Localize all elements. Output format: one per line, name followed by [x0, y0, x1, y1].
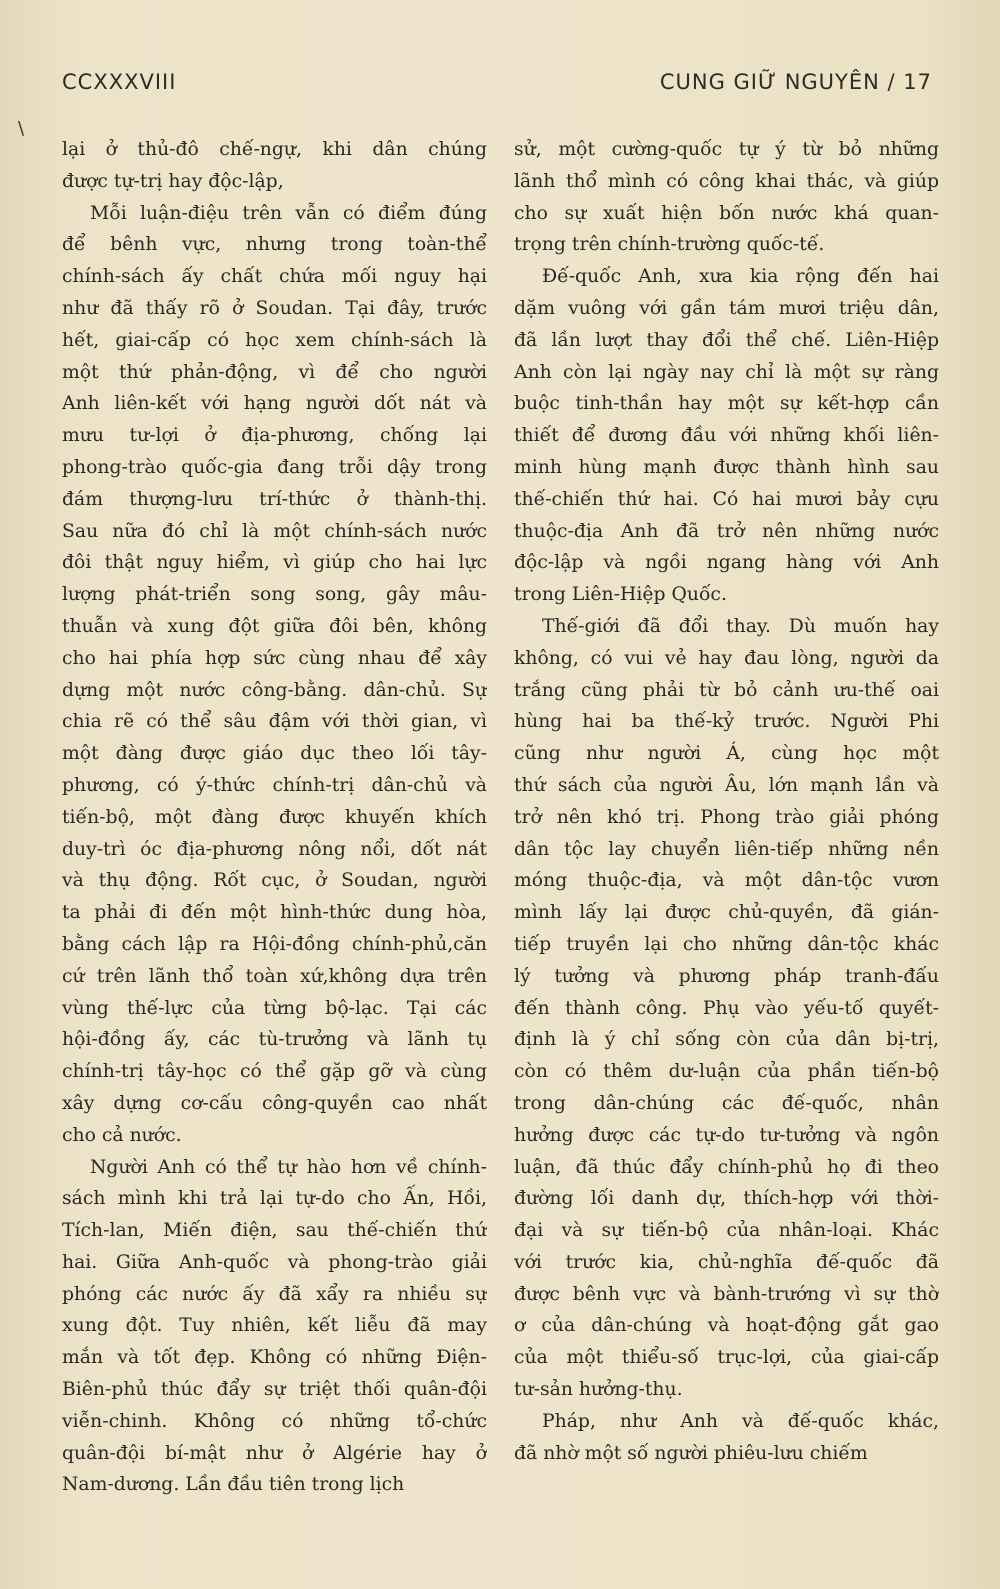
- text-line: quân-đội bí-mật như ở Algérie hay ở: [62, 1442, 487, 1464]
- text-line: lại ở thủ-đô chế-ngự, khi dân chúng: [62, 139, 487, 160]
- text-line: Biên-phủ thúc đẩy sự triệt thối quân-đội: [62, 1379, 487, 1401]
- text-line: móng thuộc-địa, và một dân-tộc vươn: [514, 870, 939, 892]
- text-line: để bênh vực, nhưng trong toàn-thể: [62, 234, 487, 256]
- text-line: đường lối danh dự, thích-hợp với thời-: [514, 1188, 939, 1210]
- running-header: [62, 70, 932, 100]
- text-line: xây dựng cơ-cấu công-quyền cao nhất: [62, 1092, 487, 1114]
- text-line: lãnh thổ mình có công khai thác, và giúp: [514, 170, 939, 192]
- text-line: ơ của dân-chúng và hoạt-động gắt gao: [514, 1315, 939, 1337]
- text-line: hội-đồng ấy, các tù-trưởng và lãnh tụ: [62, 1029, 487, 1051]
- text-line: định là ý chỉ sống còn của dân bị-trị,: [514, 1029, 939, 1051]
- text-line: Nam-dương. Lần đầu tiên trong lịch: [62, 1474, 405, 1496]
- text-line: cho hai phía hợp sức cùng nhau để xây: [62, 647, 487, 669]
- text-line: bằng cách lập ra Hội-đồng chính-phủ,căn: [62, 933, 487, 955]
- text-line: Người Anh có thể tự hào hơn về chính-: [90, 1156, 487, 1178]
- text-line: một thứ phản-động, vì để cho người: [62, 361, 487, 383]
- text-line: mình lấy lại được chủ-quyền, đã gián-: [514, 902, 939, 924]
- text-line: dựng một nước công-bằng. dân-chủ. Sự: [62, 679, 487, 701]
- text-line: trọng trên chính-trường quốc-tế.: [514, 234, 825, 256]
- text-line: xung đột. Tuy nhiên, kết liễu đã may: [62, 1315, 487, 1337]
- text-line: dân tộc lay chuyển liên-tiếp những nền: [514, 838, 939, 860]
- text-line: trong dân-chúng các đế-quốc, nhân: [514, 1092, 939, 1114]
- text-line: cứ trên lãnh thổ toàn xứ,không dựa trên: [62, 965, 487, 987]
- text-line: đám thượng-lưu trí-thức ở thành-thị.: [62, 488, 487, 510]
- text-line: hai. Giữa Anh-quốc và phong-trào giải: [62, 1251, 487, 1273]
- text-line: thuẫn và xung đột giữa đôi bên, không: [62, 615, 487, 637]
- text-line: vùng thế-lực của từng bộ-lạc. Tại các: [62, 997, 487, 1019]
- text-line: dặm vuông với gần tám mươi triệu dân,: [514, 297, 939, 319]
- text-line: ta phải đi đến một hình-thức dung hòa,: [62, 902, 487, 924]
- text-line: lý tưởng và phương pháp tranh-đấu: [514, 965, 939, 987]
- text-line: Pháp, như Anh và đế-quốc khác,: [542, 1410, 939, 1432]
- text-line: trong Liên-Hiệp Quốc.: [514, 584, 727, 606]
- text-line: Thế-giới đã đổi thay. Dù muốn hay: [542, 615, 939, 637]
- text-line: mắn và tốt đẹp. Không có những Điện-: [62, 1347, 487, 1369]
- text-line: đại và sự tiến-bộ của nhân-loại. Khác: [514, 1220, 939, 1242]
- text-line: thế-chiến thứ hai. Có hai mươi bảy cựu: [514, 488, 939, 510]
- text-line: cho cả nước.: [62, 1124, 182, 1146]
- text-line: phong-trào quốc-gia đang trỗi dậy trong: [62, 456, 487, 478]
- text-line: viễn-chinh. Không có những tổ-chức: [62, 1410, 487, 1432]
- text-line: Tích-lan, Miến điện, sau thế-chiến thứ: [62, 1220, 487, 1242]
- text-line: thiết để đương đầu với những khối liên-: [514, 425, 939, 447]
- text-line: được tự-trị hay độc-lập,: [62, 170, 284, 192]
- text-line: phương, có ý-thức chính-trị dân-chủ và: [62, 774, 487, 796]
- text-line: không, có vui vẻ hay đau lòng, người da: [514, 647, 939, 669]
- text-line: thứ sách của người Âu, lớn mạnh lần và: [514, 774, 939, 796]
- text-line: trở nên khó trị. Phong trào giải phóng: [514, 806, 939, 828]
- text-line: phóng các nước ấy đã xẩy ra nhiều sự: [62, 1283, 487, 1305]
- text-line: Sau nữa đó chỉ là một chính-sách nước: [62, 520, 487, 542]
- text-line: thuộc-địa Anh đã trở nên những nước: [514, 520, 939, 542]
- text-line: của một thiểu-số trục-lợi, của giai-cấp: [514, 1347, 939, 1369]
- text-line: cho sự xuất hiện bốn nước khá quan-: [514, 202, 939, 224]
- page-title-number: CUNG GIỮ NGUYÊN / 17: [659, 70, 932, 94]
- text-line: và thụ động. Rốt cục, ở Soudan, người: [62, 870, 487, 892]
- text-line: đã lần lượt thay đổi thể chế. Liên-Hiệp: [514, 329, 939, 351]
- text-line: chính-sách ấy chất chứa mối nguy hại: [62, 266, 487, 288]
- text-line: Anh liên-kết với hạng người dốt nát và: [62, 393, 487, 415]
- text-line: tiến-bộ, một đàng được khuyến khích: [62, 806, 487, 828]
- text-line: Đế-quốc Anh, xưa kia rộng đến hai: [542, 266, 939, 288]
- text-line: một đàng được giáo dục theo lối tây-: [62, 743, 487, 765]
- text-line: sách mình khi trả lại tự-do cho Ấn, Hồi,: [62, 1188, 487, 1210]
- text-line: luận, đã thúc đẩy chính-phủ họ đi theo: [514, 1156, 939, 1178]
- text-line: chính-trị tây-học có thể gặp gỡ và cùng: [62, 1061, 487, 1083]
- right-text-column: [514, 134, 939, 1469]
- text-line: tiếp truyền lại cho những dân-tộc khác: [514, 933, 939, 955]
- section-number: CCXXXVIII: [62, 70, 177, 94]
- text-line: được bênh vực và bành-trướng vì sự thờ: [514, 1283, 939, 1305]
- text-line: hưởng được các tự-do tư-tưởng và ngôn: [514, 1124, 939, 1146]
- margin-mark: \: [18, 118, 25, 139]
- text-line: cũng như người Á, cùng học một: [514, 743, 939, 765]
- text-line: duy-trì óc địa-phương nông nổi, dốt nát: [62, 838, 487, 860]
- text-line: đã nhờ một số người phiêu-lưu chiếm: [514, 1442, 868, 1464]
- text-line: độc-lập và ngồi ngang hàng với Anh: [514, 552, 939, 574]
- text-line: với trước kia, chủ-nghĩa đế-quốc đã: [514, 1251, 939, 1273]
- left-text-column: [62, 134, 487, 1501]
- text-line: như đã thấy rõ ở Soudan. Tại đây, trước: [62, 297, 487, 319]
- text-line: Anh còn lại ngày nay chỉ là một sự ràng: [514, 361, 939, 383]
- text-line: chia rẽ có thể sâu đậm với thời gian, vì: [62, 711, 487, 733]
- text-line: buộc tinh-thần hay một sự kết-hợp cần: [514, 393, 939, 415]
- text-line: đến thành công. Phụ vào yếu-tố quyết-: [514, 997, 939, 1019]
- text-line: còn có thêm dư-luận của phần tiến-bộ: [514, 1061, 939, 1083]
- text-line: tư-sản hưởng-thụ.: [514, 1379, 683, 1401]
- text-line: hùng hai ba thế-kỷ trước. Người Phi: [514, 711, 939, 733]
- text-line: đôi thật nguy hiểm, vì giúp cho hai lực: [62, 552, 487, 574]
- text-line: lượng phát-triển song song, gây mâu-: [62, 584, 487, 606]
- text-line: trắng cũng phải từ bỏ cảnh ưu-thế oai: [514, 679, 939, 701]
- text-line: Mỗi luận-điệu trên vẫn có điểm đúng: [90, 202, 487, 224]
- text-line: hết, giai-cấp có học xem chính-sách là: [62, 329, 487, 351]
- text-line: minh hùng mạnh được thành hình sau: [514, 456, 939, 478]
- text-line: mưu tư-lợi ở địa-phương, chống lại: [62, 425, 487, 447]
- text-line: sử, một cường-quốc tự ý từ bỏ những: [514, 139, 939, 160]
